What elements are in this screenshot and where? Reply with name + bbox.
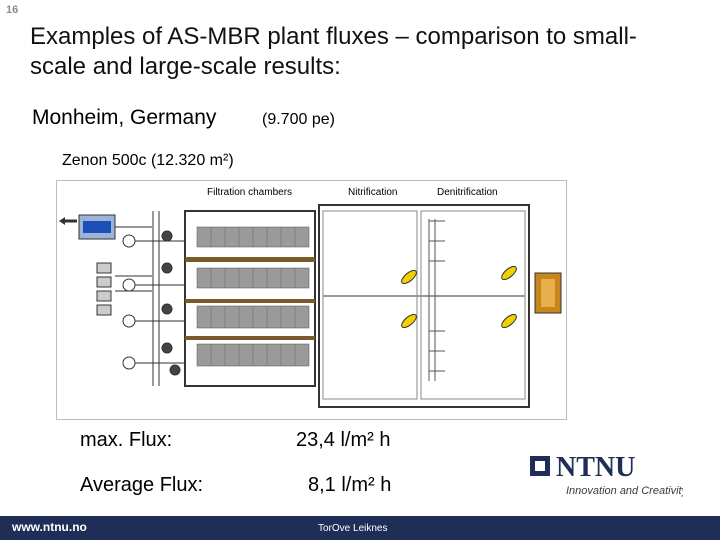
- membrane-info: Zenon 500c (12.320 m²): [62, 152, 234, 169]
- footer-bar: [0, 516, 720, 540]
- slide-number: 16: [6, 4, 19, 16]
- ntnu-logo-graphic: [528, 452, 683, 502]
- avg-flux-value: 8,1 l/m² h: [308, 474, 392, 496]
- max-flux-value: 23,4 l/m² h: [296, 429, 391, 451]
- avg-flux-label: Average Flux:: [80, 474, 204, 496]
- plant-diagram: [56, 180, 567, 420]
- slide-title: Examples of AS-MBR plant fluxes – comparison to small-scale and large-scale results:: [30, 23, 637, 80]
- logo-tagline: Innovation and Creativity: [566, 485, 683, 497]
- logo-text: NTNU: [556, 452, 636, 483]
- max-flux-label: max. Flux:: [80, 429, 173, 451]
- filtration-label: Filtration chambers: [207, 187, 293, 198]
- plant-schematic: [57, 181, 566, 419]
- footer-url[interactable]: www.ntnu.no: [12, 520, 87, 534]
- nitrification-label: Nitrification: [348, 187, 398, 198]
- population-equivalent: (9.700 pe): [262, 111, 335, 128]
- denitrification-label: Denitrification: [437, 187, 498, 198]
- plant-location: Monheim, Germany: [32, 106, 217, 129]
- footer-author: TorOve Leiknes: [318, 523, 388, 534]
- ntnu-logo: [528, 452, 683, 502]
